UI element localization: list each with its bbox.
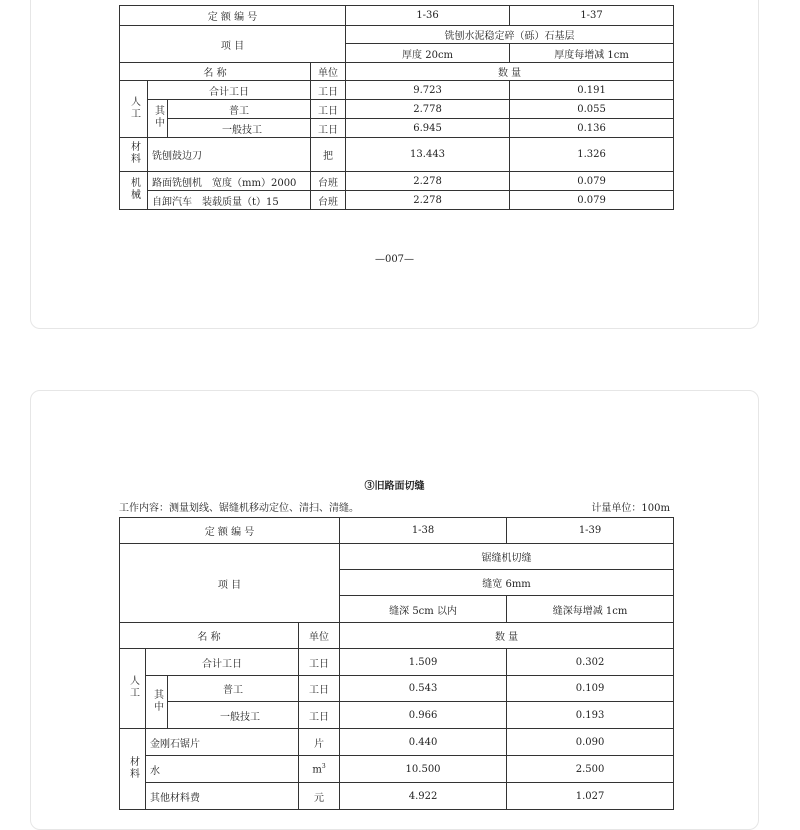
table-row-unit: 工日 bbox=[311, 81, 346, 100]
table-row-value: 0.440 bbox=[340, 729, 507, 756]
table-row-value: 0.079 bbox=[510, 172, 674, 191]
table-row-value: 1.326 bbox=[510, 138, 674, 172]
table-row-value: 0.055 bbox=[510, 100, 674, 119]
name-label: 名 称 bbox=[120, 63, 311, 81]
name-label: 名 称 bbox=[120, 623, 299, 649]
table-row-unit: 工日 bbox=[299, 649, 340, 676]
subhead-1: 缝深 5cm 以内 bbox=[340, 596, 507, 623]
machine-group: 机械 bbox=[120, 172, 148, 210]
table-row-unit: 台班 bbox=[311, 172, 346, 191]
table-row-value: 4.922 bbox=[340, 783, 507, 810]
table-row-name: 自卸汽车 装载质量（t）15 bbox=[148, 191, 311, 210]
table-row-name: 一般技工 bbox=[168, 702, 299, 729]
of-which-group: 其中 bbox=[148, 100, 168, 138]
labor-group: 人工 bbox=[120, 81, 148, 138]
code-1-36: 1-36 bbox=[346, 6, 510, 26]
table-row-value: 10.500 bbox=[340, 756, 507, 783]
unit-label: 单位 bbox=[311, 63, 346, 81]
section-title: ③旧路面切缝 bbox=[364, 481, 425, 492]
table-row-name: 铣刨鼓边刀 bbox=[148, 138, 311, 172]
table-row-value: 1.509 bbox=[340, 649, 507, 676]
table-row-value: 0.966 bbox=[340, 702, 507, 729]
table-row-value: 0.090 bbox=[507, 729, 674, 756]
material-group: 材料 bbox=[120, 729, 146, 810]
unit-label: 单位 bbox=[299, 623, 340, 649]
table-row-name: 一般技工 bbox=[168, 119, 311, 138]
subhead-2: 厚度每增减 1cm bbox=[510, 44, 674, 63]
subhead-1: 厚度 20cm bbox=[346, 44, 510, 63]
page-number: —007— bbox=[374, 254, 415, 265]
table-row-name: 普工 bbox=[168, 100, 311, 119]
table-row-unit: 台班 bbox=[311, 191, 346, 210]
table-row-value: 0.543 bbox=[340, 676, 507, 702]
table-row-unit: 工日 bbox=[311, 100, 346, 119]
code-1-39: 1-39 bbox=[507, 518, 674, 544]
table-row-name: 合计工日 bbox=[148, 81, 311, 100]
table-row-value: 2.278 bbox=[346, 172, 510, 191]
material-group: 材料 bbox=[120, 138, 148, 172]
unit-text: m bbox=[312, 764, 322, 776]
table-row-value: 0.136 bbox=[510, 119, 674, 138]
code-1-37: 1-37 bbox=[510, 6, 674, 26]
table-row-name: 金刚石锯片 bbox=[146, 729, 299, 756]
table-row-name: 合计工日 bbox=[146, 649, 299, 676]
work-content: 工作内容：测量划线、锯缝机移动定位、清扫、清缝。 bbox=[119, 503, 359, 514]
table-row-unit bbox=[299, 756, 340, 783]
table-row-value: 6.945 bbox=[346, 119, 510, 138]
table-row-value: 0.193 bbox=[507, 702, 674, 729]
table-row-value: 0.109 bbox=[507, 676, 674, 702]
table-row-name: 路面铣刨机 宽度（mm）2000 bbox=[148, 172, 311, 191]
table-row-unit: 元 bbox=[299, 783, 340, 810]
qty-label: 数 量 bbox=[346, 63, 674, 81]
table-row-name: 普工 bbox=[168, 676, 299, 702]
code-label: 定 额 编 号 bbox=[120, 518, 340, 544]
quota-table-1 bbox=[119, 5, 674, 210]
table-row-value: 9.723 bbox=[346, 81, 510, 100]
page-007 bbox=[30, 0, 759, 329]
table-row-value: 1.027 bbox=[507, 783, 674, 810]
labor-group: 人工 bbox=[120, 649, 146, 729]
table-row-value: 2.778 bbox=[346, 100, 510, 119]
table-row-unit: 把 bbox=[311, 138, 346, 172]
code-1-38: 1-38 bbox=[340, 518, 507, 544]
page-008 bbox=[30, 390, 759, 830]
code-label: 定 额 编 号 bbox=[120, 6, 346, 26]
unit-superscript: 3 bbox=[321, 762, 326, 770]
quota-table-2 bbox=[119, 517, 674, 810]
table-row-value: 0.302 bbox=[507, 649, 674, 676]
table-row-value: 0.191 bbox=[510, 81, 674, 100]
table-row-value: 0.079 bbox=[510, 191, 674, 210]
table-row-name: 水 bbox=[146, 756, 299, 783]
group-title: 铣刨水泥稳定碎（砾）石基层 bbox=[346, 26, 674, 44]
qty-label: 数 量 bbox=[340, 623, 674, 649]
item-label: 项 目 bbox=[120, 544, 340, 623]
measure-unit: 计量单位：100m bbox=[591, 503, 670, 514]
item-label: 项 目 bbox=[120, 26, 346, 63]
table-row-unit: 工日 bbox=[299, 676, 340, 702]
group-title: 锯缝机切缝 bbox=[340, 544, 674, 570]
table-row-unit: 工日 bbox=[299, 702, 340, 729]
table-row-unit: 片 bbox=[299, 729, 340, 756]
table-row-unit: 工日 bbox=[311, 119, 346, 138]
group-sub: 缝宽 6mm bbox=[340, 570, 674, 596]
of-which-group: 其中 bbox=[146, 676, 168, 729]
table-row-value: 2.278 bbox=[346, 191, 510, 210]
table-row-value: 13.443 bbox=[346, 138, 510, 172]
table-row-value: 2.500 bbox=[507, 756, 674, 783]
subhead-2: 缝深每增减 1cm bbox=[507, 596, 674, 623]
table-row-name: 其他材料费 bbox=[146, 783, 299, 810]
